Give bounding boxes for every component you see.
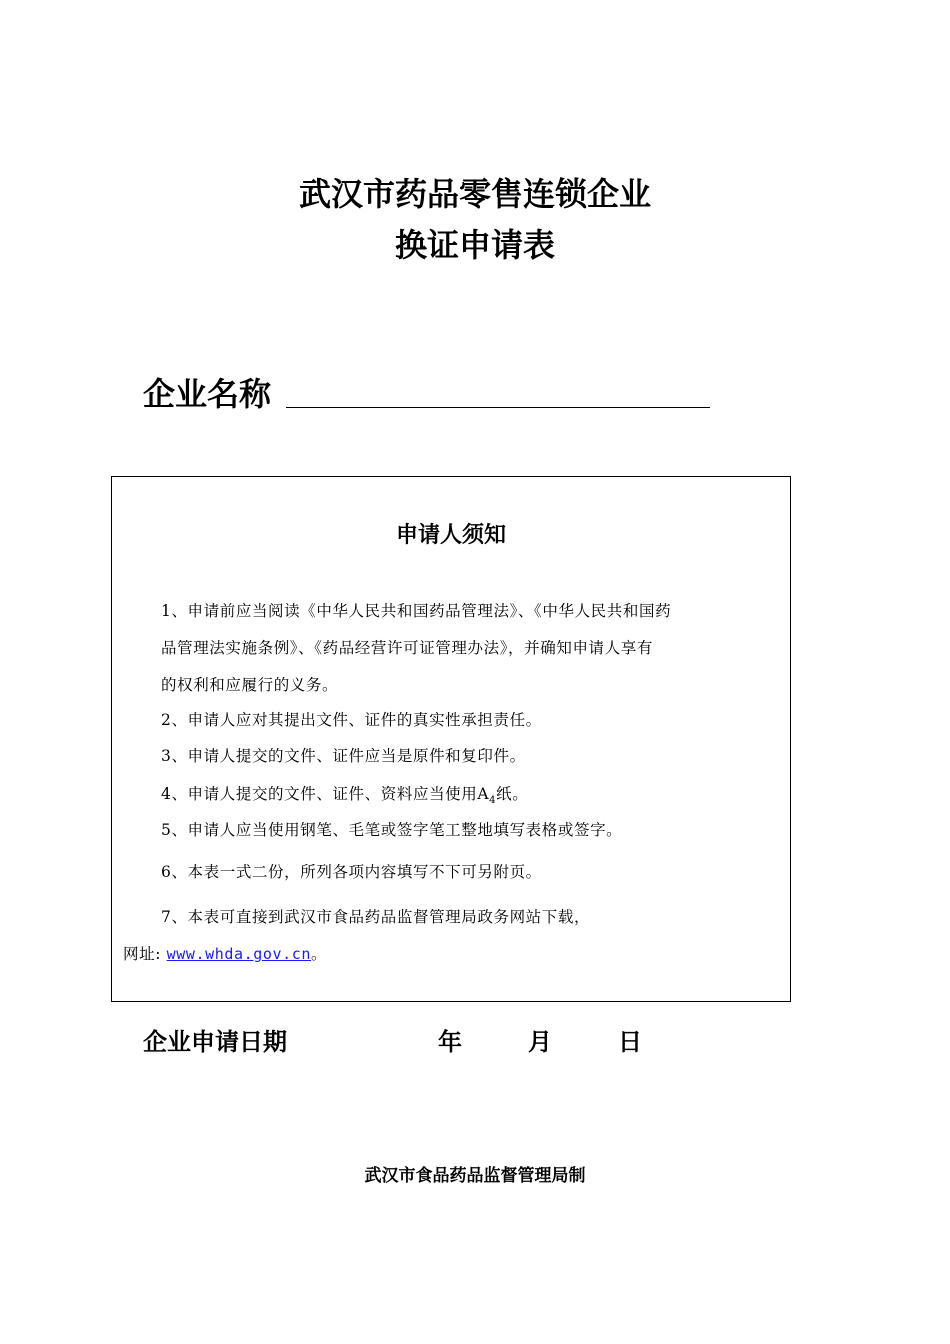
notice-item-4 (161, 784, 528, 811)
document-subtitle: 换证申请表 (394, 226, 555, 264)
notice-item-4-subscript: 4 (489, 795, 497, 807)
notice-item-6: 6、本表一式二份，所列各项内容填写不下可另附页。 (161, 863, 542, 881)
notice-item-7-line-1: 7、本表可直接到武汉市食品药品监督管理局政务网站下载， (161, 908, 591, 926)
notice-item-7-line-2 (123, 944, 327, 964)
date-year-label: 年 (438, 1028, 462, 1056)
notice-item-4-text: 4、申请人提交的文件、证件、资料应当使用A (161, 785, 490, 803)
application-date-row (0, 1024, 950, 1060)
notice-item-5: 5、申请人应当使用钢笔、毛笔或签字笔工整地填写表格或签字。 (161, 821, 623, 839)
notice-item-1-line-2: 品管理法实施条例》、《药品经营许可证管理办法》，并确知申请人享有 (161, 639, 653, 657)
notice-item-1-line-1: 1、申请前应当阅读《中华人民共和国药品管理法》、《中华人民共和国药 (161, 602, 672, 620)
document-title: 武汉市药品零售连锁企业 (298, 175, 651, 213)
date-month-label: 月 (528, 1028, 552, 1056)
company-name-label: 企业名称 (143, 375, 272, 413)
notice-item-2: 2、申请人应对其提出文件、证件的真实性承担责任。 (161, 711, 542, 729)
applicant-notice-box (111, 476, 791, 1002)
website-link[interactable]: www.whda.gov.cn (166, 945, 312, 963)
notice-item-3: 3、申请人提交的文件、证件应当是原件和复印件。 (161, 747, 526, 765)
notice-title: 申请人须知 (395, 523, 506, 548)
website-punctuation: 。 (311, 945, 328, 963)
date-day-label: 日 (618, 1028, 642, 1056)
notice-item-1-line-3: 的权利和应履行的义务。 (161, 676, 339, 694)
company-name-field[interactable] (286, 407, 710, 408)
website-label: 网址: (123, 945, 162, 963)
application-date-label: 企业申请日期 (143, 1028, 287, 1056)
issuer-footer: 武汉市食品药品监督管理局制 (364, 1166, 586, 1186)
notice-item-4-end: 纸。 (496, 785, 529, 803)
